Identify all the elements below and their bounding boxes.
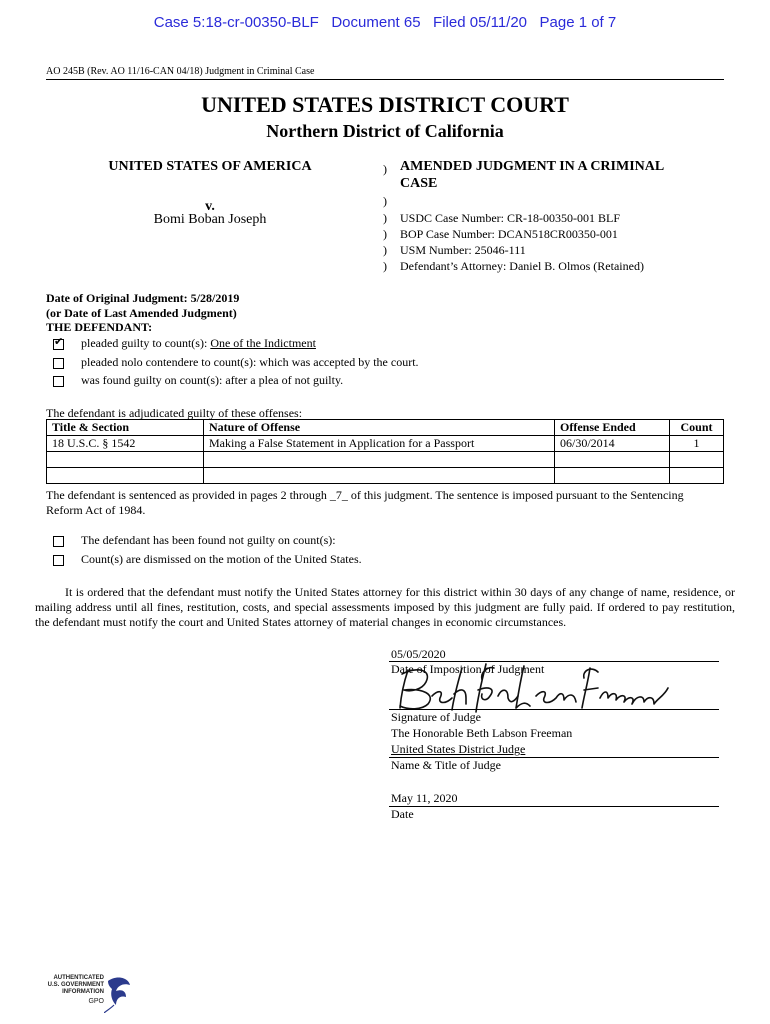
plea-row bbox=[53, 355, 653, 371]
sentence-line bbox=[46, 488, 684, 503]
sentence-text: The defendant is sentenced as provided in pages 2 through bbox=[46, 488, 330, 502]
column-header: Count bbox=[670, 420, 724, 436]
table-cell bbox=[204, 468, 555, 484]
caption-paren: ) bbox=[383, 259, 387, 273]
plea-checkbox[interactable] bbox=[53, 376, 64, 387]
imposition-date: 05/05/2020 bbox=[391, 647, 446, 661]
other-count-row bbox=[53, 552, 653, 568]
table-cell: 06/30/2014 bbox=[555, 436, 670, 452]
form-id: AO 245B (Rev. AO 11/16-CAN 04/18) Judgment in Criminal Case bbox=[46, 66, 315, 77]
gpo-seal-line: GPO bbox=[88, 998, 104, 1005]
checkmark-icon: ✔ bbox=[54, 336, 64, 348]
last-amended-judgment: (or Date of Last Amended Judgment) bbox=[46, 306, 237, 320]
table-cell bbox=[555, 468, 670, 484]
judgment-title-line1: AMENDED JUDGMENT IN A CRIMINAL bbox=[400, 159, 665, 174]
header-rule bbox=[46, 79, 724, 80]
sentence-text: of this judgment. The sentence is imposed pursuant to the Sentencing bbox=[347, 488, 684, 502]
versus-label: v. bbox=[205, 199, 215, 214]
table-cell bbox=[204, 452, 555, 468]
judgment-title-line2: CASE bbox=[400, 176, 438, 191]
case-stamp: Case 5:18-cr-00350-BLF Document 65 Filed 05/11/20 Page 1 of 7 bbox=[153, 14, 617, 31]
caption-paren: ) bbox=[383, 243, 387, 257]
table-cell: Making a False Statement in Application for a Passport bbox=[204, 436, 555, 452]
table-row bbox=[47, 436, 724, 452]
signing-date: May 11, 2020 bbox=[391, 791, 458, 805]
table-row bbox=[47, 452, 724, 468]
column-header: Offense Ended bbox=[555, 420, 670, 436]
table-cell bbox=[555, 452, 670, 468]
table-cell: 18 U.S.C. § 1542 bbox=[47, 436, 204, 452]
date-label: Date bbox=[391, 807, 414, 821]
signature-label: Signature of Judge bbox=[391, 710, 481, 724]
table-cell: 1 bbox=[670, 436, 724, 452]
imposition-label: Date of Imposition of Judgment bbox=[391, 662, 545, 676]
table-cell bbox=[47, 468, 204, 484]
name-title-label: Name & Title of Judge bbox=[391, 758, 501, 772]
table-header-row bbox=[47, 420, 724, 436]
plea-checkbox[interactable] bbox=[53, 336, 64, 350]
table-cell bbox=[670, 452, 724, 468]
table-row bbox=[47, 468, 724, 484]
date-rule bbox=[389, 806, 719, 807]
usm-number: USM Number: 25046-111 bbox=[400, 243, 526, 257]
gpo-seal-line: U.S. GOVERNMENT bbox=[47, 982, 104, 988]
bop-case-number: BOP Case Number: DCAN518CR00350-001 bbox=[400, 227, 618, 241]
court-title bbox=[0, 92, 770, 118]
plea-row bbox=[53, 336, 653, 352]
defendant-name: Bomi Boban Joseph bbox=[153, 212, 267, 227]
other-count-text: The defendant has been found not guilty on count(s): bbox=[81, 533, 336, 547]
gpo-seal-line: AUTHENTICATED bbox=[53, 975, 104, 981]
offenses-table bbox=[46, 419, 724, 484]
eagle-icon bbox=[104, 975, 132, 1013]
other-count-text: Count(s) are dismissed on the motion of the United States. bbox=[81, 552, 362, 566]
judge-title: United States District Judge bbox=[391, 742, 526, 756]
gpo-seal bbox=[42, 975, 132, 1015]
the-defendant-heading: THE DEFENDANT: bbox=[46, 320, 153, 334]
plea-text: pleaded nolo contendere to count(s): which was accepted by the court. bbox=[81, 355, 419, 369]
plea-row bbox=[53, 373, 653, 389]
caption-paren: ) bbox=[383, 227, 387, 241]
original-judgment-date: Date of Original Judgment: 5/28/2019 bbox=[46, 291, 240, 305]
column-header: Nature of Offense bbox=[204, 420, 555, 436]
caption-paren: ) bbox=[383, 194, 387, 208]
other-count-row bbox=[53, 533, 653, 549]
usdc-case-number: USDC Case Number: CR-18-00350-001 BLF bbox=[400, 211, 620, 225]
order-paragraph: It is ordered that the defendant must notify the United States attorney for this district within 30 days of any change of name, residence, or mailing address until all fines, restitution, costs, and special assessments imposed by this judgment are fully paid. If ordered to pay restitution, the defendant must notify the court and United States attorney of material changes in economic circumstances. bbox=[35, 585, 735, 629]
plea-text: was found guilty on count(s): after a plea of not guilty. bbox=[81, 373, 344, 387]
plea-checkbox[interactable] bbox=[53, 358, 64, 369]
judge-name: The Honorable Beth Labson Freeman bbox=[391, 726, 573, 740]
court-district: Northern District of California bbox=[266, 121, 504, 141]
offenses-intro: The defendant is adjudicated guilty of these offenses: bbox=[46, 406, 303, 420]
caption-paren: ) bbox=[383, 211, 387, 225]
court-title-text: UNITED STATES DISTRICT COURT bbox=[201, 92, 569, 117]
not-guilty-checkbox[interactable] bbox=[53, 536, 64, 547]
table-cell bbox=[47, 452, 204, 468]
table-cell bbox=[670, 468, 724, 484]
plea-text bbox=[81, 336, 316, 351]
column-header: Title & Section bbox=[47, 420, 204, 436]
judge-signature bbox=[392, 660, 672, 716]
defendant-attorney: Defendant’s Attorney: Daniel B. Olmos (Retained) bbox=[400, 259, 644, 273]
plaintiff-name: UNITED STATES OF AMERICA bbox=[108, 159, 312, 174]
sentence-pages: _7_ bbox=[329, 488, 348, 502]
gpo-seal-line: INFORMATION bbox=[62, 989, 104, 995]
caption-paren: ) bbox=[383, 162, 387, 176]
plea-prefix: pleaded guilty to count(s): bbox=[81, 336, 211, 350]
plea-counts: One of the Indictment bbox=[210, 336, 316, 350]
sentence-line-2: Reform Act of 1984. bbox=[46, 503, 146, 517]
dismissed-checkbox[interactable] bbox=[53, 555, 64, 566]
